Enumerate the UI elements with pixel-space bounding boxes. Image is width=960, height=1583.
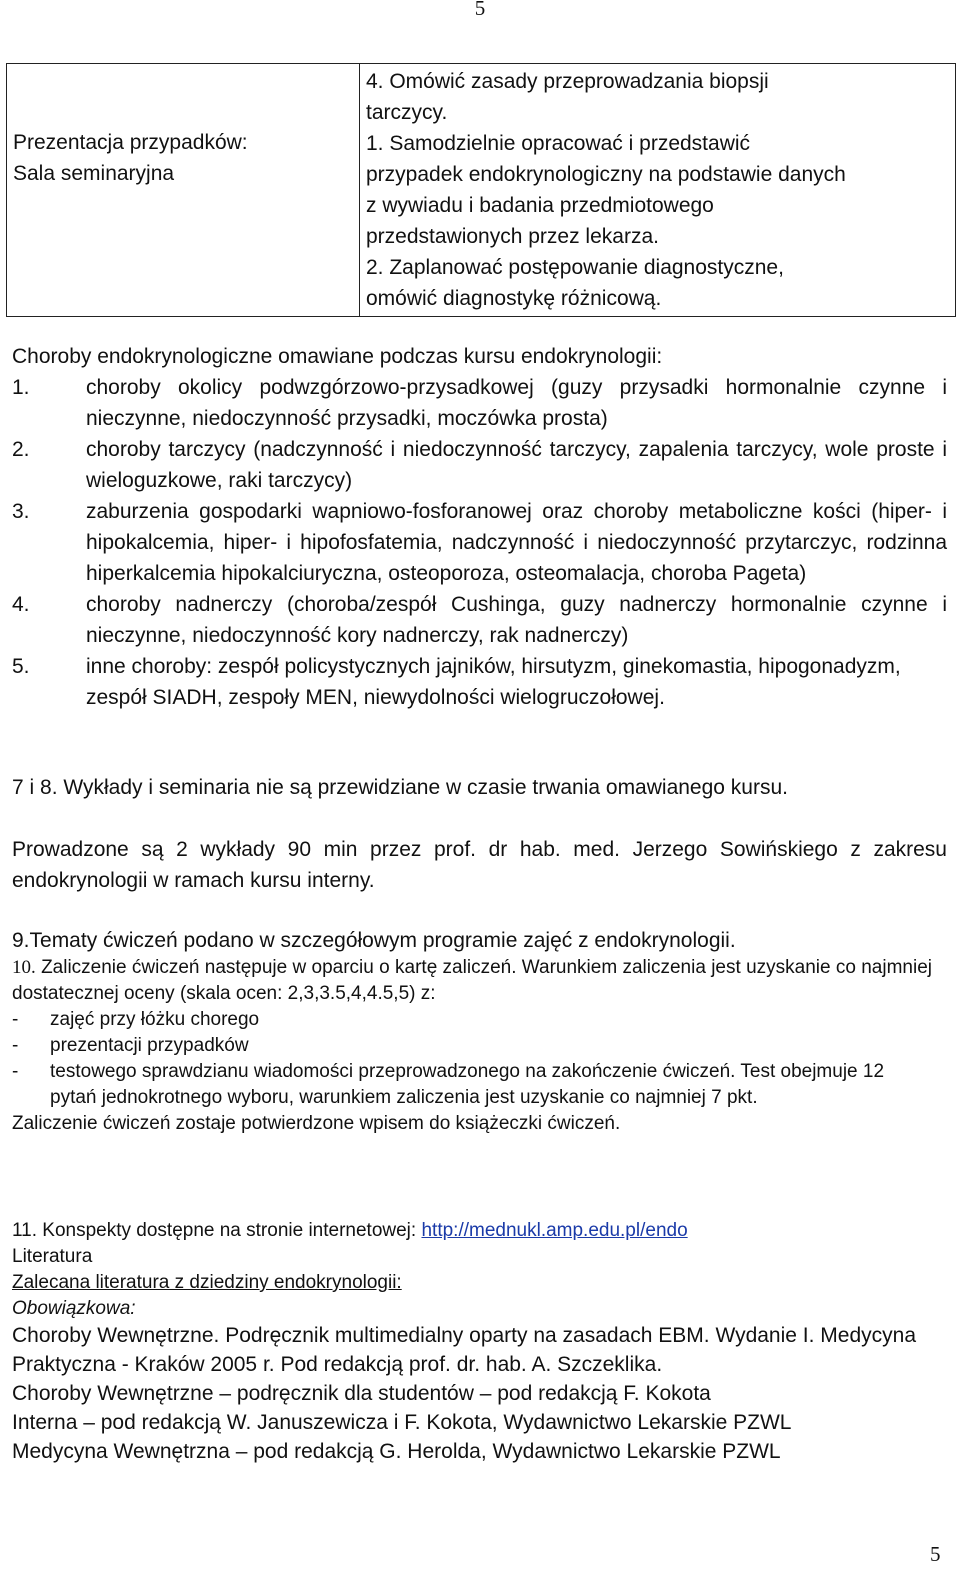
- room-label: Sala seminaryjna: [13, 162, 175, 185]
- item-text: choroby tarczycy (nadczynność i niedoczynność tarczycy, zapalenia tarczycy, wole proste i wieloguzkowe, raki tarczycy): [86, 438, 947, 492]
- item-number: 2.: [12, 438, 30, 461]
- item-text: zaburzenia gospodarki wapniowo-fosforanowej oraz choroby metaboliczne kości (hiper- i hipokalcemia, hiper- i hipofosfatemia, nadczynność i niedoczynność przytarczyc, rodzinna hiperkalcemia hipokalciuryczna, osteoporoza, osteomalacja, choroba Pageta): [86, 500, 947, 585]
- table-line: 2. Zaplanować postępowanie diagnostyczne,: [366, 256, 784, 279]
- table-left-cell: [7, 64, 360, 317]
- item-text: choroby okolicy podwzgórzowo-przysadkowej (guzy przysadki hormonalnie czynne i nieczynne, niedoczynność przysadki, moczówka prosta): [86, 376, 947, 430]
- list-item: [12, 589, 947, 651]
- credit-intro-text: Zaliczenie ćwiczeń następuje w oparciu o kartę zaliczeń. Warunkiem zaliczenia jest uzyskanie co najmniej dostatecznej oceny (skala ocen: 2,3,3.5,4,4.5,5) z:: [12, 957, 932, 1004]
- notes-link[interactable]: http://mednukl.amp.edu.pl/endo: [421, 1220, 688, 1241]
- list-item: [12, 1059, 932, 1111]
- list-item: [12, 1033, 932, 1059]
- literature-heading: Literatura: [12, 1246, 93, 1267]
- diseases-heading: Choroby endokrynologiczne omawiane podczas kursu endokrynologii:: [12, 345, 663, 368]
- table-line: przypadek endokrynologiczny na podstawie danych: [366, 163, 846, 186]
- lectures-info: Prowadzone są 2 wykłady 90 min przez prof. dr hab. med. Jerzego Sowińskiego z zakresu endokrynologii w ramach kursu interny.: [12, 838, 947, 892]
- table-right-cell: [360, 64, 956, 317]
- literature-list: [12, 1321, 937, 1466]
- item-number: 3.: [12, 500, 30, 523]
- table-line: tarczycy.: [366, 101, 448, 124]
- list-item: [12, 372, 947, 434]
- literature-recommended: Zalecana literatura z dziedziny endokrynologii:: [12, 1272, 402, 1293]
- notes-section: [12, 1218, 947, 1244]
- page-number-top: 5: [474, 0, 486, 20]
- literature-entry: Choroby Wewnętrzne. Podręcznik multimedialny oparty na zasadach EBM. Wydanie I. Medycyna Praktyczna - Kraków 2005 r. Pod redakcją prof. dr. hab. A. Szczeklika.: [12, 1324, 917, 1376]
- list-item: [12, 434, 947, 496]
- credit-intro: [12, 955, 932, 1007]
- dash-marker: -: [12, 1061, 19, 1082]
- table-line: 1. Samodzielnie opracować i przedstawić: [366, 132, 751, 155]
- list-item: [12, 1007, 932, 1033]
- literature-entry: Medycyna Wewnętrzna – pod redakcją G. Herolda, Wydawnictwo Lekarskie PZWL: [12, 1440, 781, 1463]
- literature-mandatory: Obowiązkowa:: [12, 1298, 136, 1319]
- dash-marker: -: [12, 1035, 19, 1056]
- notes-label: 11. Konspekty dostępne na stronie internetowej:: [12, 1220, 417, 1241]
- table-line: z wywiadu i badania przedmiotowego: [366, 194, 714, 217]
- item-text: choroby nadnerczy (choroba/zespół Cushinga, guzy nadnerczy hormonalnie czynne i nieczynne, niedoczynność kory nadnerczy, rak nadnerczy): [86, 593, 947, 647]
- credit-number: 10.: [12, 957, 36, 978]
- credit-closing: Zaliczenie ćwiczeń zostaje potwierdzone wpisem do książeczki ćwiczeń.: [12, 1113, 621, 1134]
- item-text: inne choroby: zespół policystycznych jajników, hirsutyzm, ginekomastia, hipogonadyzm, zespół SIADH, zespoły MEN, niewydolności wielogruczołowej.: [86, 655, 901, 709]
- lectures-note: 7 i 8. Wykłady i seminaria nie są przewidziane w czasie trwania omawianego kursu.: [12, 776, 788, 799]
- form-label: Prezentacja przypadków:: [13, 131, 248, 154]
- item-text: testowego sprawdzianu wiadomości przeprowadzonego na zakończenie ćwiczeń. Test obejmuje 12 pytań jednokrotnego wyboru, warunkiem zaliczenia jest uzyskanie co najmniej 7 pkt.: [50, 1061, 885, 1108]
- item-number: 1.: [12, 376, 30, 399]
- credit-section: [12, 955, 932, 1137]
- table-line: omówić diagnostykę różnicową.: [366, 287, 662, 310]
- literature-entry: Interna – pod redakcją W. Januszewicza i F. Kokota, Wydawnictwo Lekarskie PZWL: [12, 1411, 792, 1434]
- topics-note: 9.Tematy ćwiczeń podano w szczegółowym programie zajęć z endokrynologii.: [12, 929, 736, 952]
- item-number: 5.: [12, 655, 30, 678]
- literature-entry: Choroby Wewnętrzne – podręcznik dla studentów – pod redakcją F. Kokota: [12, 1382, 711, 1405]
- item-text: prezentacji przypadków: [50, 1035, 249, 1056]
- class-plan-table: [6, 63, 956, 317]
- table-line: przedstawionych przez lekarza.: [366, 225, 659, 248]
- table-line: 4. Omówić zasady przeprowadzania biopsji: [366, 70, 769, 93]
- diseases-section: [12, 341, 947, 713]
- item-number: 4.: [12, 593, 30, 616]
- dash-marker: -: [12, 1009, 19, 1030]
- item-text: zajęć przy łóżku chorego: [50, 1009, 260, 1030]
- list-item: [12, 651, 947, 713]
- list-item: [12, 496, 947, 589]
- page-number-bottom: 5: [930, 1542, 941, 1566]
